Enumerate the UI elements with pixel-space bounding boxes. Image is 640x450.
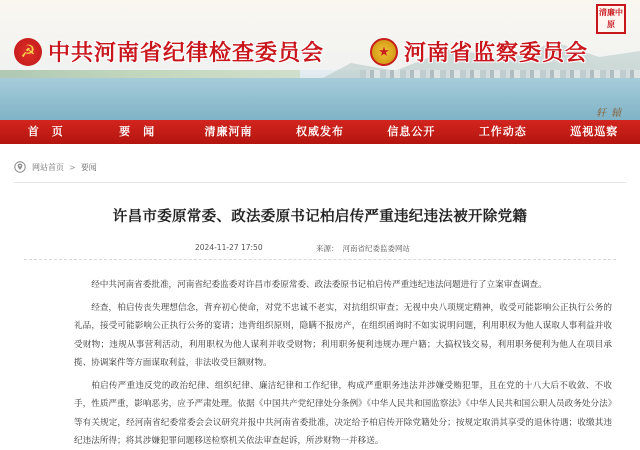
nav-item-home[interactable]: 首 页 (27, 125, 64, 138)
nav-item-inspection[interactable]: 巡视巡察 (570, 125, 619, 138)
article-paragraph: 经查，柏启传丧失理想信念，背弃初心使命，对党不忠诚不老实，对抗组织审查；无视中央八项规定精神，收受可能影响公正执行公务的礼品，接受可能影响公正执行公务的宴请；违背组织原则，隐瞒不报房产，在组织函询时不如实说明问题，利用职权为他人谋取人事利益并收受财物；违规从事营利活动，利用职权为他人谋利并收受财物；利用职务便利违规办理户籍；大搞权钱交易，利用职务便利为他人在项目承揽、协调案件等方面谋取利益，非法收受巨额财物。 (74, 302, 612, 368)
meta-divider (24, 259, 616, 260)
article-source-value: 河南省纪委监委网站 (342, 244, 410, 253)
nav-item-disclosure[interactable]: 信息公开 (387, 125, 436, 138)
breadcrumb-separator: > (69, 162, 76, 172)
breadcrumb-home-link[interactable]: 网站首页 (32, 162, 64, 172)
banner-river (0, 78, 640, 120)
article-title: 许昌市委原常委、政法委原书记柏启传严重违纪违法被开除党籍 (112, 209, 528, 225)
party-emblem-icon: ☭ (14, 38, 42, 66)
article-body (74, 276, 612, 450)
supervision-commission-title[interactable]: 河南省监察委员会 (404, 40, 589, 66)
breadcrumb-divider (14, 182, 626, 183)
article-source-label: 来源： (316, 244, 339, 253)
nav-item-clean-henan[interactable]: 清廉河南 (204, 125, 253, 138)
nav-item-news[interactable]: 要 闻 (119, 125, 156, 138)
nav-item-releases[interactable]: 权威发布 (295, 125, 344, 138)
article-paragraph: 经中共河南省委批准，河南省纪委监委对许昌市委原常委、政法委原书记柏启传严重违纪违法问题进行了立案审查调查。 (91, 280, 547, 290)
main-nav (0, 120, 640, 144)
header-banner (0, 0, 640, 120)
breadcrumb-current[interactable]: 要闻 (80, 162, 97, 172)
cpc-discipline-commission-title[interactable]: 中共河南省纪律检查委员会 (48, 40, 325, 66)
banner-calligraphy: 轩 辕 (596, 108, 623, 119)
location-pin-icon (14, 161, 26, 173)
article-date: 2024-11-27 17:50 (195, 243, 263, 252)
nav-item-work-updates[interactable]: 工作动态 (478, 125, 527, 138)
article-paragraph: 柏启传严重违反党的政治纪律、组织纪律、廉洁纪律和工作纪律，构成严重职务违法并涉嫌受贿犯罪，且在党的十八大后不收敛、不收手，性质严重，影响恶劣，应予严肃处理。依据《中国共产党纪律处分条例》《中华人民共和国监察法》《中华人民共和国公职人员政务处分法》等有关规定，经河南省纪委常委会会议研究并报中共河南省委批准，决定给予柏启传开除党籍处分；按规定取消其享受的退休待遇；收缴其违纪违法所得；将其涉嫌犯罪问题移送检察机关依法审查起诉，所涉财物一并移送。 (74, 380, 612, 446)
breadcrumb (14, 160, 97, 174)
article-source (316, 243, 410, 254)
seal-stamp: 清廉中原 (596, 4, 626, 34)
national-emblem-icon: ★ (370, 38, 398, 66)
